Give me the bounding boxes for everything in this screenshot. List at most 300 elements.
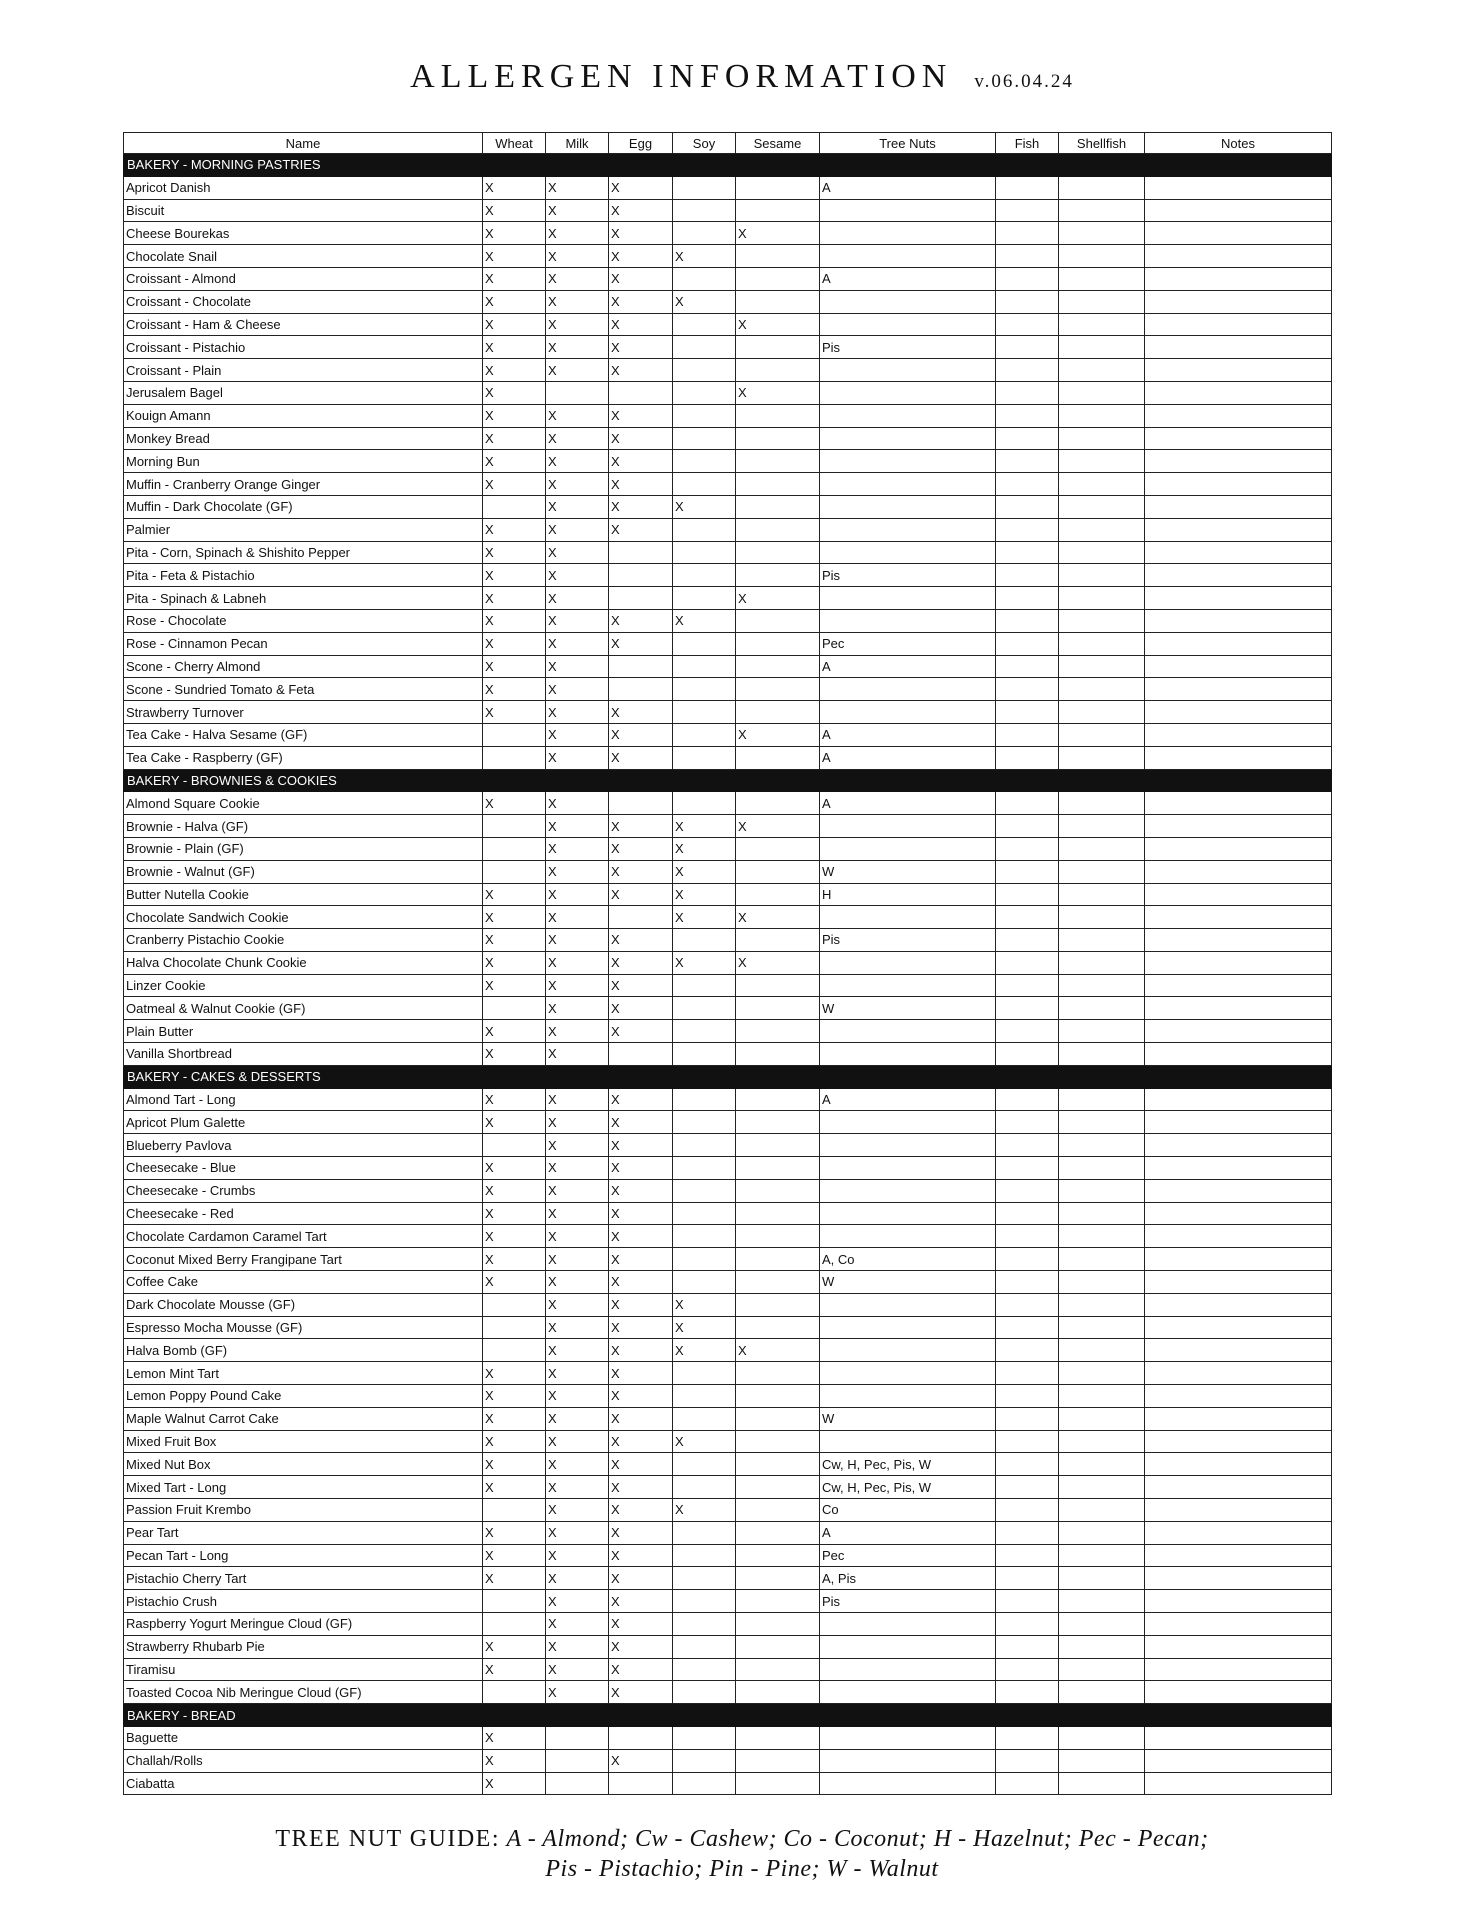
cell-milk: X	[546, 313, 609, 336]
cell-shellfish	[1059, 1590, 1145, 1613]
cell-sesame	[736, 450, 820, 473]
cell-soy	[673, 267, 736, 290]
table-row	[124, 1590, 1332, 1613]
cell-sesame	[736, 1407, 820, 1430]
cell-shellfish	[1059, 313, 1145, 336]
cell-tree-nuts: A	[820, 176, 996, 199]
section-header-row	[124, 1704, 1332, 1727]
cell-fish	[996, 951, 1059, 974]
cell-fish	[996, 381, 1059, 404]
cell-wheat: X	[483, 1476, 546, 1499]
table-row	[124, 564, 1332, 587]
cell-name: Rose - Cinnamon Pecan	[124, 632, 483, 655]
cell-egg: X	[609, 245, 673, 268]
cell-fish	[996, 359, 1059, 382]
cell-shellfish	[1059, 1043, 1145, 1066]
table-row	[124, 792, 1332, 815]
cell-wheat: X	[483, 1544, 546, 1567]
cell-notes	[1145, 701, 1332, 724]
cell-notes	[1145, 359, 1332, 382]
cell-name: Lemon Mint Tart	[124, 1362, 483, 1385]
cell-name: Lemon Poppy Pound Cake	[124, 1385, 483, 1408]
cell-sesame	[736, 495, 820, 518]
table-row	[124, 404, 1332, 427]
cell-shellfish	[1059, 1248, 1145, 1271]
cell-soy	[673, 1020, 736, 1043]
cell-notes	[1145, 1225, 1332, 1248]
cell-shellfish	[1059, 815, 1145, 838]
cell-notes	[1145, 1635, 1332, 1658]
cell-tree-nuts: Pis	[820, 1590, 996, 1613]
cell-milk: X	[546, 1499, 609, 1522]
cell-name: Muffin - Dark Chocolate (GF)	[124, 495, 483, 518]
table-row	[124, 245, 1332, 268]
cell-fish	[996, 1316, 1059, 1339]
table-row	[124, 1385, 1332, 1408]
cell-shellfish	[1059, 1339, 1145, 1362]
cell-wheat: X	[483, 1635, 546, 1658]
cell-fish	[996, 1521, 1059, 1544]
cell-soy	[673, 1635, 736, 1658]
cell-wheat: X	[483, 1088, 546, 1111]
cell-soy	[673, 1726, 736, 1749]
cell-name: Croissant - Plain	[124, 359, 483, 382]
cell-tree-nuts: Pec	[820, 632, 996, 655]
cell-wheat	[483, 1316, 546, 1339]
cell-egg: X	[609, 222, 673, 245]
cell-sesame	[736, 518, 820, 541]
cell-sesame: X	[736, 906, 820, 929]
cell-sesame	[736, 929, 820, 952]
cell-soy	[673, 1248, 736, 1271]
cell-name: Pistachio Cherry Tart	[124, 1567, 483, 1590]
table-row	[124, 1111, 1332, 1134]
cell-sesame	[736, 404, 820, 427]
cell-tree-nuts	[820, 359, 996, 382]
cell-soy	[673, 450, 736, 473]
cell-tree-nuts	[820, 450, 996, 473]
cell-fish	[996, 336, 1059, 359]
cell-tree-nuts: A, Pis	[820, 1567, 996, 1590]
cell-sesame	[736, 564, 820, 587]
cell-notes	[1145, 290, 1332, 313]
cell-milk: X	[546, 1339, 609, 1362]
cell-milk: X	[546, 1088, 609, 1111]
cell-soy: X	[673, 1316, 736, 1339]
table-row	[124, 1544, 1332, 1567]
cell-notes	[1145, 267, 1332, 290]
cell-notes	[1145, 1316, 1332, 1339]
table-row	[124, 1020, 1332, 1043]
table-row	[124, 701, 1332, 724]
cell-shellfish	[1059, 222, 1145, 245]
cell-tree-nuts	[820, 1043, 996, 1066]
cell-notes	[1145, 518, 1332, 541]
cell-shellfish	[1059, 176, 1145, 199]
cell-wheat	[483, 1293, 546, 1316]
cell-wheat: X	[483, 1043, 546, 1066]
cell-soy: X	[673, 906, 736, 929]
cell-milk: X	[546, 837, 609, 860]
cell-milk: X	[546, 473, 609, 496]
table-row	[124, 906, 1332, 929]
table-row	[124, 518, 1332, 541]
cell-name: Apricot Danish	[124, 176, 483, 199]
cell-soy	[673, 1157, 736, 1180]
column-header-milk: Milk	[546, 133, 609, 154]
cell-name: Brownie - Walnut (GF)	[124, 860, 483, 883]
cell-wheat: X	[483, 1202, 546, 1225]
cell-egg	[609, 655, 673, 678]
cell-notes	[1145, 1453, 1332, 1476]
cell-milk: X	[546, 222, 609, 245]
cell-soy	[673, 427, 736, 450]
column-header-egg: Egg	[609, 133, 673, 154]
cell-soy	[673, 473, 736, 496]
cell-name: Halva Bomb (GF)	[124, 1339, 483, 1362]
cell-fish	[996, 974, 1059, 997]
cell-notes	[1145, 1020, 1332, 1043]
cell-shellfish	[1059, 1088, 1145, 1111]
cell-wheat: X	[483, 587, 546, 610]
cell-name: Tea Cake - Halva Sesame (GF)	[124, 723, 483, 746]
cell-soy	[673, 632, 736, 655]
cell-milk	[546, 1726, 609, 1749]
cell-milk: X	[546, 1544, 609, 1567]
cell-fish	[996, 1020, 1059, 1043]
cell-shellfish	[1059, 587, 1145, 610]
cell-name: Ciabatta	[124, 1772, 483, 1795]
cell-soy	[673, 176, 736, 199]
cell-wheat: X	[483, 1430, 546, 1453]
cell-sesame	[736, 1248, 820, 1271]
table-row	[124, 1476, 1332, 1499]
cell-wheat	[483, 860, 546, 883]
cell-milk: X	[546, 1476, 609, 1499]
cell-tree-nuts: Cw, H, Pec, Pis, W	[820, 1476, 996, 1499]
cell-sesame	[736, 883, 820, 906]
cell-notes	[1145, 1134, 1332, 1157]
cell-name: Chocolate Snail	[124, 245, 483, 268]
cell-soy	[673, 359, 736, 382]
cell-notes	[1145, 1749, 1332, 1772]
cell-shellfish	[1059, 860, 1145, 883]
cell-egg: X	[609, 929, 673, 952]
table-row	[124, 267, 1332, 290]
cell-wheat: X	[483, 974, 546, 997]
cell-soy	[673, 1658, 736, 1681]
cell-wheat: X	[483, 564, 546, 587]
cell-wheat: X	[483, 404, 546, 427]
cell-sesame	[736, 1567, 820, 1590]
cell-tree-nuts: W	[820, 997, 996, 1020]
cell-shellfish	[1059, 1544, 1145, 1567]
cell-egg: X	[609, 1499, 673, 1522]
cell-notes	[1145, 997, 1332, 1020]
cell-tree-nuts	[820, 427, 996, 450]
cell-egg: X	[609, 1248, 673, 1271]
cell-wheat	[483, 997, 546, 1020]
table-row	[124, 1430, 1332, 1453]
cell-shellfish	[1059, 655, 1145, 678]
cell-shellfish	[1059, 1225, 1145, 1248]
table-row	[124, 359, 1332, 382]
cell-egg: X	[609, 1020, 673, 1043]
cell-milk	[546, 1749, 609, 1772]
table-row	[124, 587, 1332, 610]
cell-name: Pita - Corn, Spinach & Shishito Pepper	[124, 541, 483, 564]
cell-milk: X	[546, 404, 609, 427]
cell-wheat: X	[483, 1020, 546, 1043]
cell-shellfish	[1059, 1157, 1145, 1180]
table-row	[124, 815, 1332, 838]
cell-shellfish	[1059, 1749, 1145, 1772]
cell-egg	[609, 564, 673, 587]
cell-fish	[996, 1202, 1059, 1225]
cell-soy	[673, 1202, 736, 1225]
cell-sesame	[736, 792, 820, 815]
cell-tree-nuts: A	[820, 655, 996, 678]
cell-sesame	[736, 1157, 820, 1180]
cell-name: Blueberry Pavlova	[124, 1134, 483, 1157]
cell-shellfish	[1059, 1772, 1145, 1795]
cell-fish	[996, 815, 1059, 838]
tree-nut-guide	[0, 1824, 1484, 1884]
cell-name: Muffin - Cranberry Orange Ginger	[124, 473, 483, 496]
cell-sesame	[736, 1499, 820, 1522]
cell-fish	[996, 1271, 1059, 1294]
cell-notes	[1145, 450, 1332, 473]
cell-egg: X	[609, 951, 673, 974]
cell-tree-nuts: Pis	[820, 929, 996, 952]
cell-milk: X	[546, 176, 609, 199]
cell-name: Cheese Bourekas	[124, 222, 483, 245]
cell-fish	[996, 199, 1059, 222]
cell-soy	[673, 518, 736, 541]
cell-tree-nuts: A	[820, 1521, 996, 1544]
cell-notes	[1145, 541, 1332, 564]
cell-fish	[996, 313, 1059, 336]
cell-milk: X	[546, 1407, 609, 1430]
cell-name: Monkey Bread	[124, 427, 483, 450]
column-header-shellfish: Shellfish	[1059, 133, 1145, 154]
table-row	[124, 837, 1332, 860]
cell-fish	[996, 655, 1059, 678]
cell-egg: X	[609, 746, 673, 769]
cell-fish	[996, 1339, 1059, 1362]
cell-soy: X	[673, 290, 736, 313]
cell-soy: X	[673, 860, 736, 883]
cell-shellfish	[1059, 723, 1145, 746]
cell-notes	[1145, 1157, 1332, 1180]
cell-fish	[996, 1293, 1059, 1316]
cell-sesame	[736, 1293, 820, 1316]
cell-fish	[996, 1157, 1059, 1180]
cell-tree-nuts: A, Co	[820, 1248, 996, 1271]
table-row	[124, 1749, 1332, 1772]
cell-notes	[1145, 587, 1332, 610]
cell-sesame	[736, 1544, 820, 1567]
cell-fish	[996, 860, 1059, 883]
cell-sesame	[736, 1202, 820, 1225]
cell-egg: X	[609, 199, 673, 222]
cell-egg: X	[609, 1658, 673, 1681]
cell-name: Toasted Cocoa Nib Meringue Cloud (GF)	[124, 1681, 483, 1704]
cell-tree-nuts: Pis	[820, 336, 996, 359]
cell-wheat	[483, 815, 546, 838]
cell-milk: X	[546, 1157, 609, 1180]
cell-sesame	[736, 678, 820, 701]
cell-name: Brownie - Halva (GF)	[124, 815, 483, 838]
cell-sesame	[736, 746, 820, 769]
cell-milk: X	[546, 1293, 609, 1316]
cell-tree-nuts	[820, 1726, 996, 1749]
cell-shellfish	[1059, 906, 1145, 929]
cell-wheat: X	[483, 1567, 546, 1590]
table-row	[124, 222, 1332, 245]
cell-wheat: X	[483, 655, 546, 678]
cell-soy	[673, 1271, 736, 1294]
cell-soy	[673, 1111, 736, 1134]
cell-name: Brownie - Plain (GF)	[124, 837, 483, 860]
cell-shellfish	[1059, 1635, 1145, 1658]
cell-sesame	[736, 1726, 820, 1749]
cell-notes	[1145, 883, 1332, 906]
cell-milk: X	[546, 974, 609, 997]
cell-notes	[1145, 815, 1332, 838]
cell-shellfish	[1059, 951, 1145, 974]
cell-milk: X	[546, 1658, 609, 1681]
cell-tree-nuts	[820, 495, 996, 518]
cell-wheat	[483, 837, 546, 860]
cell-name: Vanilla Shortbread	[124, 1043, 483, 1066]
cell-milk: X	[546, 746, 609, 769]
cell-soy	[673, 404, 736, 427]
cell-tree-nuts: W	[820, 1271, 996, 1294]
cell-tree-nuts	[820, 1111, 996, 1134]
cell-wheat	[483, 495, 546, 518]
cell-soy	[673, 1134, 736, 1157]
cell-milk: X	[546, 359, 609, 382]
cell-shellfish	[1059, 1134, 1145, 1157]
cell-soy	[673, 222, 736, 245]
cell-egg	[609, 1043, 673, 1066]
cell-tree-nuts: Pec	[820, 1544, 996, 1567]
cell-soy: X	[673, 837, 736, 860]
cell-notes	[1145, 1385, 1332, 1408]
cell-milk: X	[546, 951, 609, 974]
cell-milk: X	[546, 336, 609, 359]
cell-tree-nuts: A	[820, 746, 996, 769]
cell-notes	[1145, 1658, 1332, 1681]
cell-tree-nuts	[820, 1635, 996, 1658]
cell-wheat: X	[483, 518, 546, 541]
table-row	[124, 1316, 1332, 1339]
cell-milk: X	[546, 1453, 609, 1476]
cell-name: Coconut Mixed Berry Frangipane Tart	[124, 1248, 483, 1271]
cell-soy	[673, 564, 736, 587]
cell-name: Plain Butter	[124, 1020, 483, 1043]
cell-shellfish	[1059, 245, 1145, 268]
cell-milk: X	[546, 199, 609, 222]
cell-notes	[1145, 678, 1332, 701]
cell-tree-nuts	[820, 815, 996, 838]
cell-notes	[1145, 1179, 1332, 1202]
cell-fish	[996, 518, 1059, 541]
cell-notes	[1145, 792, 1332, 815]
cell-notes	[1145, 951, 1332, 974]
cell-soy	[673, 381, 736, 404]
cell-name: Espresso Mocha Mousse (GF)	[124, 1316, 483, 1339]
cell-notes	[1145, 1772, 1332, 1795]
cell-milk: X	[546, 1567, 609, 1590]
column-header-fish: Fish	[996, 133, 1059, 154]
cell-shellfish	[1059, 1453, 1145, 1476]
cell-fish	[996, 632, 1059, 655]
table-row	[124, 1407, 1332, 1430]
cell-fish	[996, 267, 1059, 290]
column-header-notes: Notes	[1145, 133, 1332, 154]
cell-name: Butter Nutella Cookie	[124, 883, 483, 906]
cell-egg: X	[609, 518, 673, 541]
table-row	[124, 290, 1332, 313]
cell-tree-nuts	[820, 1658, 996, 1681]
cell-name: Palmier	[124, 518, 483, 541]
cell-egg: X	[609, 1521, 673, 1544]
cell-name: Croissant - Chocolate	[124, 290, 483, 313]
cell-egg: X	[609, 427, 673, 450]
cell-milk: X	[546, 701, 609, 724]
cell-fish	[996, 701, 1059, 724]
cell-tree-nuts	[820, 1157, 996, 1180]
table-row	[124, 495, 1332, 518]
cell-sesame	[736, 1316, 820, 1339]
cell-fish	[996, 176, 1059, 199]
cell-tree-nuts	[820, 837, 996, 860]
cell-notes	[1145, 1521, 1332, 1544]
cell-name: Tea Cake - Raspberry (GF)	[124, 746, 483, 769]
cell-fish	[996, 929, 1059, 952]
cell-fish	[996, 541, 1059, 564]
cell-tree-nuts: Cw, H, Pec, Pis, W	[820, 1453, 996, 1476]
cell-sesame	[736, 1362, 820, 1385]
cell-notes	[1145, 1111, 1332, 1134]
cell-shellfish	[1059, 199, 1145, 222]
cell-name: Kouign Amann	[124, 404, 483, 427]
cell-wheat	[483, 1681, 546, 1704]
cell-shellfish	[1059, 837, 1145, 860]
cell-notes	[1145, 245, 1332, 268]
cell-shellfish	[1059, 1430, 1145, 1453]
cell-name: Morning Bun	[124, 450, 483, 473]
cell-shellfish	[1059, 450, 1145, 473]
cell-shellfish	[1059, 473, 1145, 496]
cell-sesame	[736, 1613, 820, 1636]
cell-fish	[996, 1567, 1059, 1590]
table-row	[124, 632, 1332, 655]
cell-name: Almond Square Cookie	[124, 792, 483, 815]
cell-fish	[996, 792, 1059, 815]
cell-notes	[1145, 1726, 1332, 1749]
cell-sesame	[736, 1453, 820, 1476]
cell-egg: X	[609, 701, 673, 724]
cell-soy	[673, 1476, 736, 1499]
cell-name: Cranberry Pistachio Cookie	[124, 929, 483, 952]
cell-soy	[673, 1179, 736, 1202]
table-row	[124, 176, 1332, 199]
cell-wheat	[483, 1134, 546, 1157]
table-body	[124, 154, 1332, 1795]
